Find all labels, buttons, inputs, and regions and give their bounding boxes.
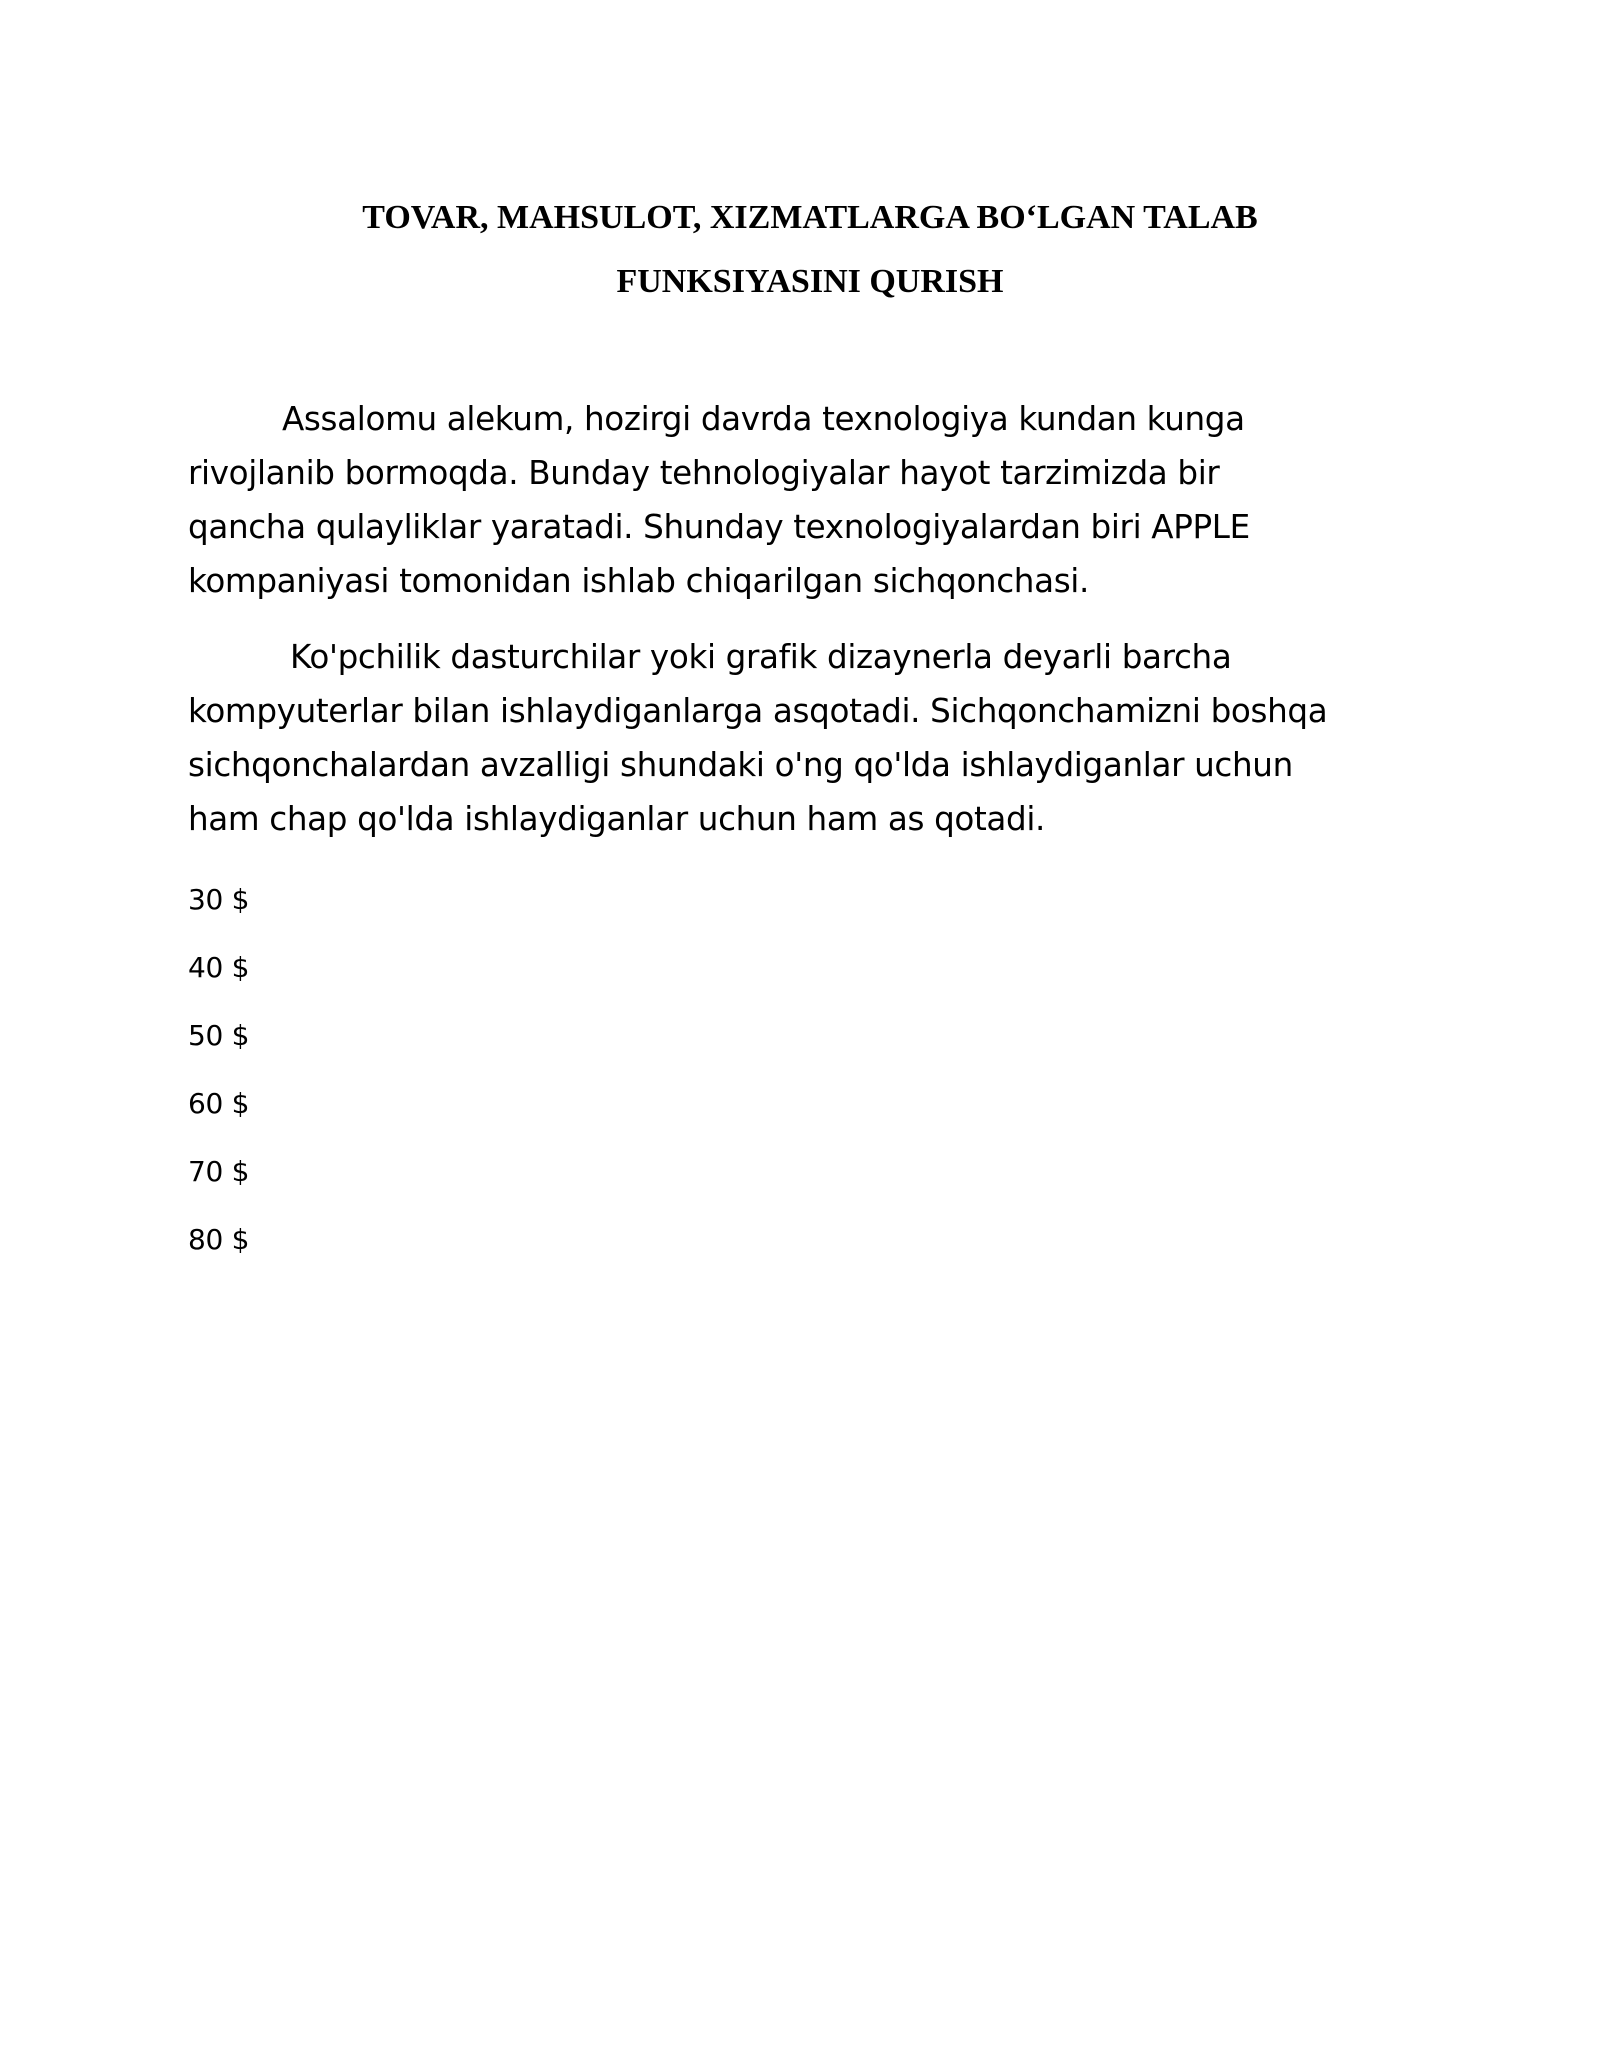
paragraph-line: ham chap qo'lda ishlaydiganlar uchun ham as qotadi. [188,800,1046,838]
price-item: 70 $ [188,1155,250,1188]
price-item: 30 $ [188,883,250,916]
paragraph-line: rivojlanib bormoqda. Bunday tehnologiyalar hayot tarzimizda bir [188,454,1220,492]
price-list [188,866,249,1274]
title-line: FUNKSIYASINI QURISH [616,263,1004,300]
document-title [190,186,1430,314]
paragraph-line: kompyuterlar bilan ishlaydiganlarga asqotadi. Sichqonchamizni boshqa [188,692,1328,730]
title-line: TOVAR, MAHSULOT, XIZMATLARGA BO‘LGAN TALAB [362,199,1258,236]
paragraph-advantages [188,630,1438,846]
paragraph-line: sichqonchalardan avzalligi shundaki o'ng qo'lda ishlaydiganlar uchun [188,746,1293,784]
price-item: 80 $ [188,1223,250,1256]
price-item: 50 $ [188,1019,250,1052]
price-item: 40 $ [188,951,250,984]
paragraph-line: qancha qulayliklar yaratadi. Shunday texnologiyalardan biri APPLE [188,508,1250,546]
paragraph-line: Assalomu alekum, hozirgi davrda texnologiya kundan kunga [282,400,1245,438]
paragraph-line: Ko'pchilik dasturchilar yoki grafik dizaynerla deyarli barcha [290,638,1232,676]
paragraph-intro [188,392,1438,608]
paragraph-line: kompaniyasi tomonidan ishlab chiqarilgan sichqonchasi. [188,562,1090,600]
price-item: 60 $ [188,1087,250,1120]
